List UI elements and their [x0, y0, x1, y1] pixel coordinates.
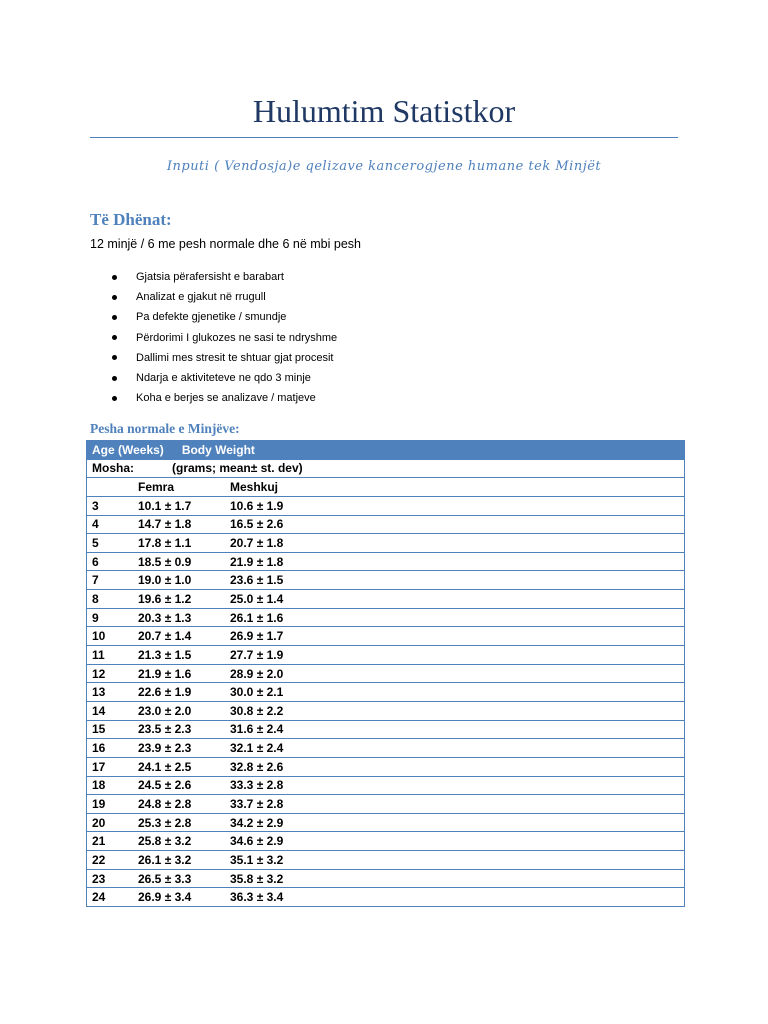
list-item: Pa defekte gjenetike / smundje — [112, 307, 337, 327]
male-weight-cell: 10.6 ± 1.9 — [225, 496, 685, 515]
female-weight-cell: 18.5 ± 0.9 — [133, 552, 225, 571]
bullet-icon — [112, 355, 117, 360]
table-row — [87, 627, 685, 646]
bullet-icon — [112, 396, 117, 401]
intro-text: 12 minjë / 6 me pesh normale dhe 6 në mbi pesh — [90, 237, 361, 251]
male-weight-cell: 34.2 ± 2.9 — [225, 813, 685, 832]
age-cell: 21 — [87, 832, 134, 851]
table-row — [87, 608, 685, 627]
age-cell: 20 — [87, 813, 134, 832]
age-cell: 19 — [87, 795, 134, 814]
age-cell: 22 — [87, 851, 134, 870]
male-weight-cell: 35.8 ± 3.2 — [225, 869, 685, 888]
list-item: Koha e berjes se analizave / matjeve — [112, 388, 337, 408]
list-item: Dallimi mes stresit te shtuar gjat procesit — [112, 348, 337, 368]
female-weight-cell: 26.5 ± 3.3 — [133, 869, 225, 888]
bullet-icon — [112, 376, 117, 381]
title-divider — [90, 137, 678, 138]
bullet-icon — [112, 275, 117, 280]
female-weight-cell: 21.3 ± 1.5 — [133, 646, 225, 665]
age-cell: 15 — [87, 720, 134, 739]
table-subheader-cell: Mosha: (grams; mean± st. dev) — [87, 459, 685, 478]
age-cell: 12 — [87, 664, 134, 683]
table-row — [87, 757, 685, 776]
table-row — [87, 590, 685, 609]
table-row — [87, 869, 685, 888]
table-column-header-row — [87, 478, 685, 497]
age-cell: 11 — [87, 646, 134, 665]
male-weight-cell: 28.9 ± 2.0 — [225, 664, 685, 683]
column-header-male: Meshkuj — [225, 478, 685, 497]
age-cell: 4 — [87, 515, 134, 534]
table-subheader-row — [87, 459, 685, 478]
female-weight-cell: 25.3 ± 2.8 — [133, 813, 225, 832]
weight-table — [86, 440, 685, 907]
section-heading: Të Dhënat: — [90, 210, 172, 229]
age-cell: 17 — [87, 757, 134, 776]
bullet-icon — [112, 295, 117, 300]
male-weight-cell: 26.9 ± 1.7 — [225, 627, 685, 646]
page-subtitle: Inputi ( Vendosja)e qelizave kancerogjene humane tek Minjët — [166, 159, 602, 174]
list-item: Ndarja e aktiviteteve ne qdo 3 minje — [112, 368, 337, 388]
age-cell: 10 — [87, 627, 134, 646]
table-header-row — [87, 441, 685, 460]
column-header-female: Femra — [133, 478, 225, 497]
list-item: Analizat e gjakut në rrugull — [112, 287, 337, 307]
female-weight-cell: 24.5 ± 2.6 — [133, 776, 225, 795]
age-cell: 9 — [87, 608, 134, 627]
female-weight-cell: 10.1 ± 1.7 — [133, 496, 225, 515]
bullet-list — [112, 267, 337, 408]
table-row — [87, 813, 685, 832]
female-weight-cell: 14.7 ± 1.8 — [133, 515, 225, 534]
table-heading: Pesha normale e Minjëve: — [90, 421, 240, 436]
male-weight-cell: 32.1 ± 2.4 — [225, 739, 685, 758]
female-weight-cell: 23.9 ± 2.3 — [133, 739, 225, 758]
page-title: Hulumtim Statistkor — [252, 93, 516, 129]
female-weight-cell: 19.6 ± 1.2 — [133, 590, 225, 609]
table-row — [87, 776, 685, 795]
table-row — [87, 851, 685, 870]
table-row — [87, 739, 685, 758]
age-cell: 14 — [87, 701, 134, 720]
table-row — [87, 496, 685, 515]
table-row — [87, 888, 685, 907]
male-weight-cell: 32.8 ± 2.6 — [225, 757, 685, 776]
table-row — [87, 552, 685, 571]
male-weight-cell: 33.7 ± 2.8 — [225, 795, 685, 814]
male-weight-cell: 21.9 ± 1.8 — [225, 552, 685, 571]
male-weight-cell: 20.7 ± 1.8 — [225, 534, 685, 553]
bullet-icon — [112, 315, 117, 320]
table-row — [87, 701, 685, 720]
male-weight-cell: 31.6 ± 2.4 — [225, 720, 685, 739]
female-weight-cell: 19.0 ± 1.0 — [133, 571, 225, 590]
male-weight-cell: 23.6 ± 1.5 — [225, 571, 685, 590]
table-row — [87, 534, 685, 553]
male-weight-cell: 35.1 ± 3.2 — [225, 851, 685, 870]
table-row — [87, 683, 685, 702]
table-row — [87, 646, 685, 665]
age-cell: 13 — [87, 683, 134, 702]
table-header-cell: Age (Weeks) Body Weight — [87, 441, 685, 460]
age-cell: 6 — [87, 552, 134, 571]
female-weight-cell: 22.6 ± 1.9 — [133, 683, 225, 702]
female-weight-cell: 20.3 ± 1.3 — [133, 608, 225, 627]
male-weight-cell: 34.6 ± 2.9 — [225, 832, 685, 851]
list-item: Përdorimi I glukozes ne sasi te ndryshme — [112, 328, 337, 348]
age-cell: 23 — [87, 869, 134, 888]
female-weight-cell: 23.5 ± 2.3 — [133, 720, 225, 739]
table-row — [87, 515, 685, 534]
table-row — [87, 664, 685, 683]
age-cell: 24 — [87, 888, 134, 907]
female-weight-cell: 25.8 ± 3.2 — [133, 832, 225, 851]
male-weight-cell: 16.5 ± 2.6 — [225, 515, 685, 534]
female-weight-cell: 26.1 ± 3.2 — [133, 851, 225, 870]
table-row — [87, 832, 685, 851]
age-cell: 5 — [87, 534, 134, 553]
female-weight-cell: 26.9 ± 3.4 — [133, 888, 225, 907]
table-row — [87, 571, 685, 590]
male-weight-cell: 25.0 ± 1.4 — [225, 590, 685, 609]
male-weight-cell: 36.3 ± 3.4 — [225, 888, 685, 907]
age-cell: 16 — [87, 739, 134, 758]
age-cell: 7 — [87, 571, 134, 590]
age-cell: 18 — [87, 776, 134, 795]
female-weight-cell: 17.8 ± 1.1 — [133, 534, 225, 553]
male-weight-cell: 30.0 ± 2.1 — [225, 683, 685, 702]
female-weight-cell: 21.9 ± 1.6 — [133, 664, 225, 683]
male-weight-cell: 26.1 ± 1.6 — [225, 608, 685, 627]
male-weight-cell: 33.3 ± 2.8 — [225, 776, 685, 795]
female-weight-cell: 24.8 ± 2.8 — [133, 795, 225, 814]
table-row — [87, 720, 685, 739]
bullet-icon — [112, 335, 117, 340]
age-cell: 8 — [87, 590, 134, 609]
age-cell: 3 — [87, 496, 134, 515]
table-row — [87, 795, 685, 814]
female-weight-cell: 20.7 ± 1.4 — [133, 627, 225, 646]
list-item: Gjatsia përafersisht e barabart — [112, 267, 337, 287]
male-weight-cell: 30.8 ± 2.2 — [225, 701, 685, 720]
female-weight-cell: 24.1 ± 2.5 — [133, 757, 225, 776]
female-weight-cell: 23.0 ± 2.0 — [133, 701, 225, 720]
male-weight-cell: 27.7 ± 1.9 — [225, 646, 685, 665]
